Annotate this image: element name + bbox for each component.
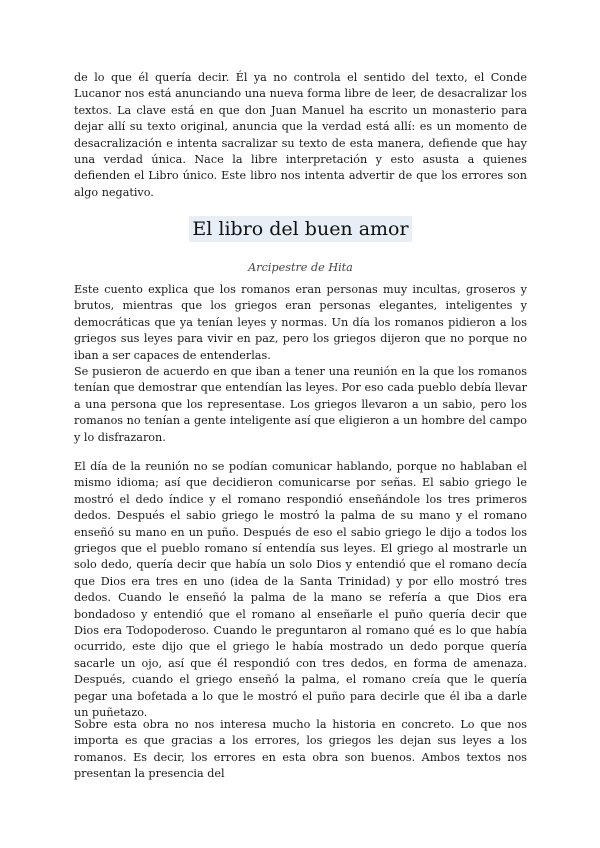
intro-paragraph: de lo que él quería decir. Él ya no controla el sentido del texto, el Conde Lucanor nos está anunciando una nueva forma libre de leer, de desacralizar los textos. La clave está en que don Juan Manuel ha escrito un monasterio para dejar allí su texto original, anuncia que la verdad está allí: es un momento de desacralización e intenta sacralizar su texto de esta manera, defiende que hay una verdad única. Nace la libre interpretación y esto asusta a quienes defienden el Libro único. Este libro nos intenta advertir de que los errores son algo negativo. [74,71,527,199]
section-heading [74,216,527,242]
body-paragraph-2: Se pusieron de acuerdo en que iban a tener una reunión en la que los romanos tenían que demostrar que entendían las leyes. Por eso cada pueblo debía llevar a una persona que los representase. Los griegos llevaron a un sabio, pero los romanos no tenían a gente inteligente así que eligieron a un hombre del campo y lo disfrazaron. [74,365,527,444]
section-title: El libro del buen amor [189,216,411,242]
body-paragraph-4: Sobre esta obra no nos interesa mucho la historia en concreto. Lo que nos importa es que gracias a los errores, los griegos les dejan sus leyes a los romanos. Es decir, los errores en esta obra son buenos. Ambos textos nos presentan la presencia del [74,718,527,781]
body-block-1 [74,282,527,446]
body-paragraph-3: El día de la reunión no se podían comunicar hablando, porque no hablaban el mismo idioma; así que decidieron comunicarse por señas. El sabio griego le mostró el dedo índice y el romano respondió enseñándole los tres primeros dedos. Después el sabio griego le mostró la palma de su mano y el romano enseñó su mano en un puño. Después de eso el sabio griego le dijo a todos los griegos que el pueblo romano sí entendía sus leyes. El griego al mostrarle un solo dedo, quería decir que había un solo Dios y entendió que el romano decía que Dios era tres en uno (idea de la Santa Trinidad) y por ello mostró tres dedos. Cuando le enseñó la palma de la mano se refería a que Dios era bondadoso y entendió que el romano al enseñarle el puño quería decir que Dios era Todopoderoso. Cuando le preguntaron al romano qué es lo que había ocurrido, este dijo que el griego le había mostrado un dedo porque quería sacarle un ojo, así que él respondió con tres dedos, en forma de amenaza. Después, cuando el griego enseñó la palma, el romano creía que le quería pegar una bofetada a lo que le mostró el puño para decirle que él iba a darle un puñetazo. [74,460,527,720]
section-author: Arcipestre de Hita [248,261,353,274]
body-paragraph-1: Este cuento explica que los romanos eran personas muy incultas, groseros y brutos, mientras que los griegos eran personas elegantes, inteligentes y democráticas que ya tenían leyes y normas. Un día los romanos pidieron a los griegos sus leyes para vivir en paz, pero los griegos dijeron que no porque no iban a ser capaces de entenderlas. [74,283,527,362]
